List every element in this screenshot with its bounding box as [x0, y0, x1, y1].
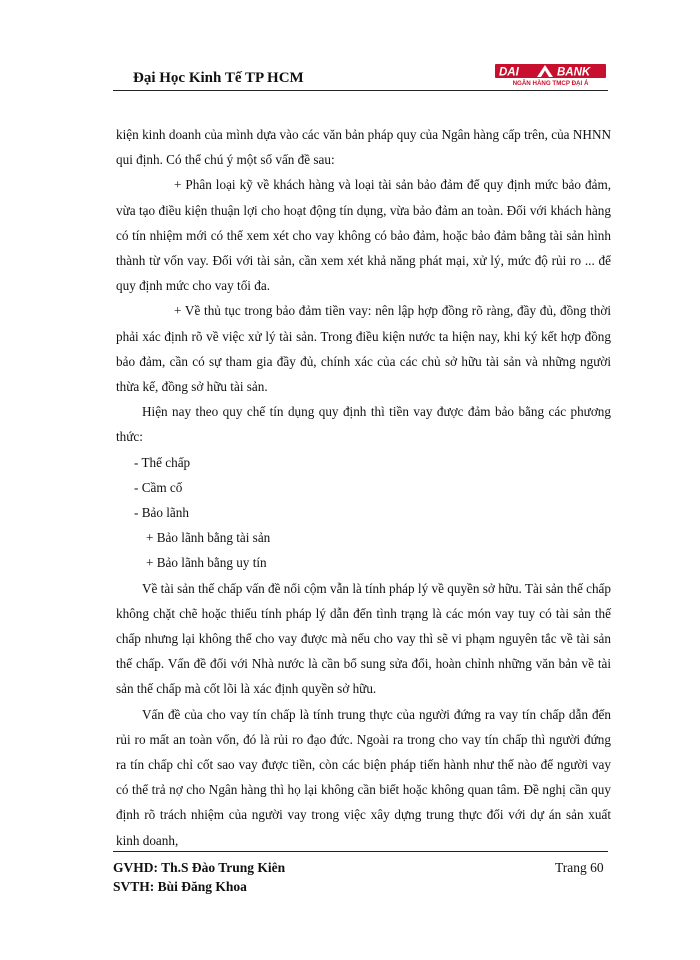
paragraph-1: kiện kinh doanh của mình dựa vào các văn bản pháp quy của Ngân hàng cấp trên, của NHNN qui định. Có thể chú ý một số vấn đề sau: [116, 127, 611, 168]
paragraph-5: Về tài sản thế chấp vấn đề nổi cộm vẫn là tính pháp lý về quyền sở hữu. Tài sản thế chấp không chặt chẽ hoặc thiếu tính pháp lý dẫn đến tình trạng là các món vay tuy có tài sản thế chấp nhưng lại không thể cho vay được mà nếu cho vay thì sẽ vi phạm nguyên tắc về tài sản thế chấp. Vấn đề đối với Nhà nước là cần bổ sung sửa đổi, hoàn chỉnh những văn bản về tài sản thế chấp mà cốt lõi là xác định quyền sở hữu. [116, 580, 611, 697]
svg-text:BANK: BANK [557, 66, 591, 79]
list-item-cam-co: - Cầm cố [134, 479, 183, 495]
paragraph-2: + Phân loại kỹ về khách hàng và loại tài sản bảo đảm để quy định mức bảo đảm, vừa tạo điều kiện thuận lợi cho hoạt động tín dụng, vừa bảo đảm an toàn. Đối với khách hàng có tín nhiệm mới có thể xem xét cho vay không có bảo đảm, hoặc bảo đảm bằng tài sản hình thành từ vốn vay. Đối với tài sản, cần xem xét khả năng phát mại, xử lý, mức độ rủi ro ... để quy định mức cho vay tối đa. [116, 177, 611, 294]
list-item-the-chap: - Thế chấp [134, 454, 191, 470]
page-number: Trang 60 [555, 860, 604, 875]
sublist-item-tai-san: + Bảo lãnh bằng tài sản [146, 530, 271, 546]
svg-text:DAI: DAI [499, 66, 519, 79]
footer-advisor: GVHD: Th.S Đào Trung Kiên [113, 860, 286, 875]
sublist-item-uy-tin: + Bảo lãnh bằng uy tín [146, 555, 267, 571]
header-divider [113, 90, 608, 91]
footer-credits [113, 858, 285, 896]
list-item-bao-lanh: - Bảo lãnh [134, 505, 189, 521]
paragraph-3: + Về thủ tục trong bảo đảm tiền vay: nên lập hợp đồng rõ ràng, đầy đủ, đồng thời phải xác định rõ về việc xử lý tài sản. Trong điều kiện nước ta hiện nay, khi ký kết hợp đồng bảo đảm, cần có sự tham gia đầy đủ, chính xác của các chủ sở hữu tài sản và những người thừa kế, đồng sở hữu tài sản. [116, 303, 611, 395]
footer-student: SVTH: Bùi Đăng Khoa [113, 879, 247, 894]
document-body [116, 122, 611, 853]
paragraph-4: Hiện nay theo quy chế tín dụng quy định thì tiền vay được đảm bảo bằng các phương thức: [116, 404, 611, 445]
footer-divider [113, 851, 608, 852]
dai-a-bank-logo [493, 63, 608, 87]
paragraph-6: Vấn đề của cho vay tín chấp là tính trung thực của người đứng ra vay tín chấp dẫn đến rủi ro mất an toàn vốn, đó là rủi ro đạo đức. Ngoài ra trong cho vay tín chấp thì người đứng ra tín chấp chỉ cốt sao vay được tiền, còn các biện pháp tiến hành như thế nào để người vay có thể trả nợ cho Ngân hàng thì họ lại không cần biết hoặc không quan tâm. Đề nghị cần quy định rõ trách nhiệm của người vay trong việc xây dựng trung thực đối với dự án sản xuất kinh doanh, [116, 706, 611, 848]
header-title: Đại Học Kinh Tế TP HCM [133, 70, 304, 86]
svg-text:NGÂN HÀNG TMCP ĐẠI Á: NGÂN HÀNG TMCP ĐẠI Á [512, 80, 589, 87]
